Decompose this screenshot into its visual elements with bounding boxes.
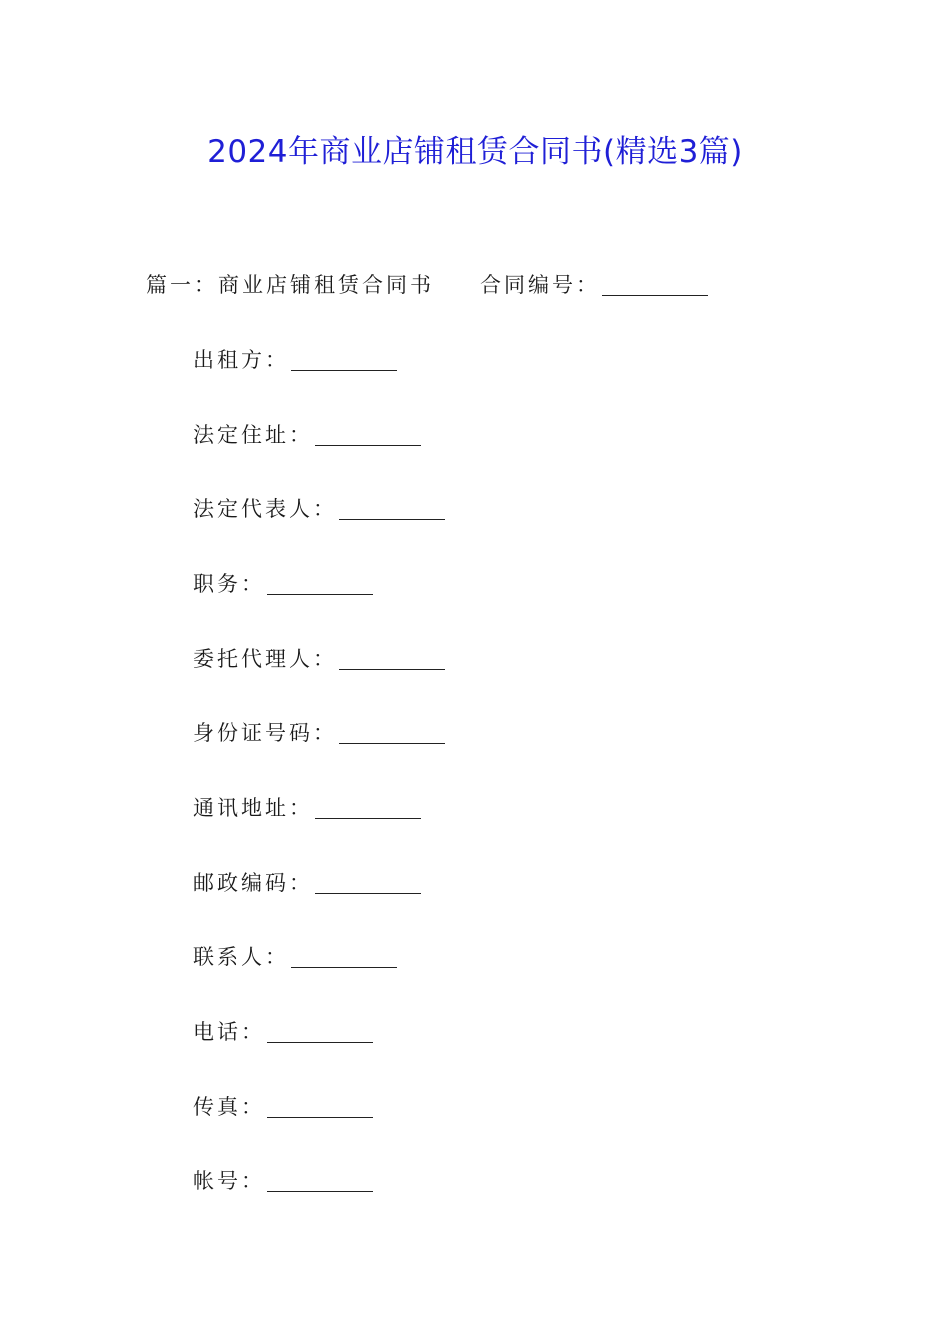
field-label: 联系人： [193, 945, 289, 969]
field-label: 出租方： [193, 348, 289, 372]
field-id-number [193, 718, 445, 748]
field-label: 帐号： [193, 1169, 265, 1193]
field-blank [267, 1116, 373, 1118]
field-blank [315, 817, 421, 819]
field-label: 委托代理人： [193, 647, 337, 671]
field-position [193, 569, 373, 599]
field-blank [315, 444, 421, 446]
field-label: 职务： [193, 572, 265, 596]
field-fax [193, 1092, 373, 1122]
field-label: 传真： [193, 1095, 265, 1119]
field-lessor [193, 345, 397, 375]
field-contact-person [193, 942, 397, 972]
field-blank [339, 668, 445, 670]
field-label: 邮政编码： [193, 871, 313, 895]
field-label: 法定代表人： [193, 497, 337, 521]
field-mailing-address [193, 793, 421, 823]
field-blank [315, 892, 421, 894]
field-label: 电话： [193, 1020, 265, 1044]
field-blank [267, 593, 373, 595]
field-legal-address [193, 420, 421, 450]
field-label: 法定住址： [193, 423, 313, 447]
field-blank [291, 966, 397, 968]
section-heading: 篇一：商业店铺租赁合同书 [146, 273, 434, 297]
field-label: 身份证号码： [193, 721, 337, 745]
field-blank [267, 1190, 373, 1192]
field-authorized-agent [193, 644, 445, 674]
field-phone [193, 1017, 373, 1047]
contract-number-blank [602, 294, 708, 296]
field-blank [267, 1041, 373, 1043]
field-legal-representative [193, 494, 445, 524]
field-blank [291, 369, 397, 371]
field-blank [339, 742, 445, 744]
field-label: 通讯地址： [193, 796, 313, 820]
page-title: 2024年商业店铺租赁合同书(精选3篇) [207, 134, 743, 170]
field-postal-code [193, 868, 421, 898]
field-blank [339, 518, 445, 520]
section-heading-line [146, 270, 708, 300]
contract-number-label: 合同编号： [480, 273, 600, 297]
field-account-number [193, 1166, 373, 1196]
